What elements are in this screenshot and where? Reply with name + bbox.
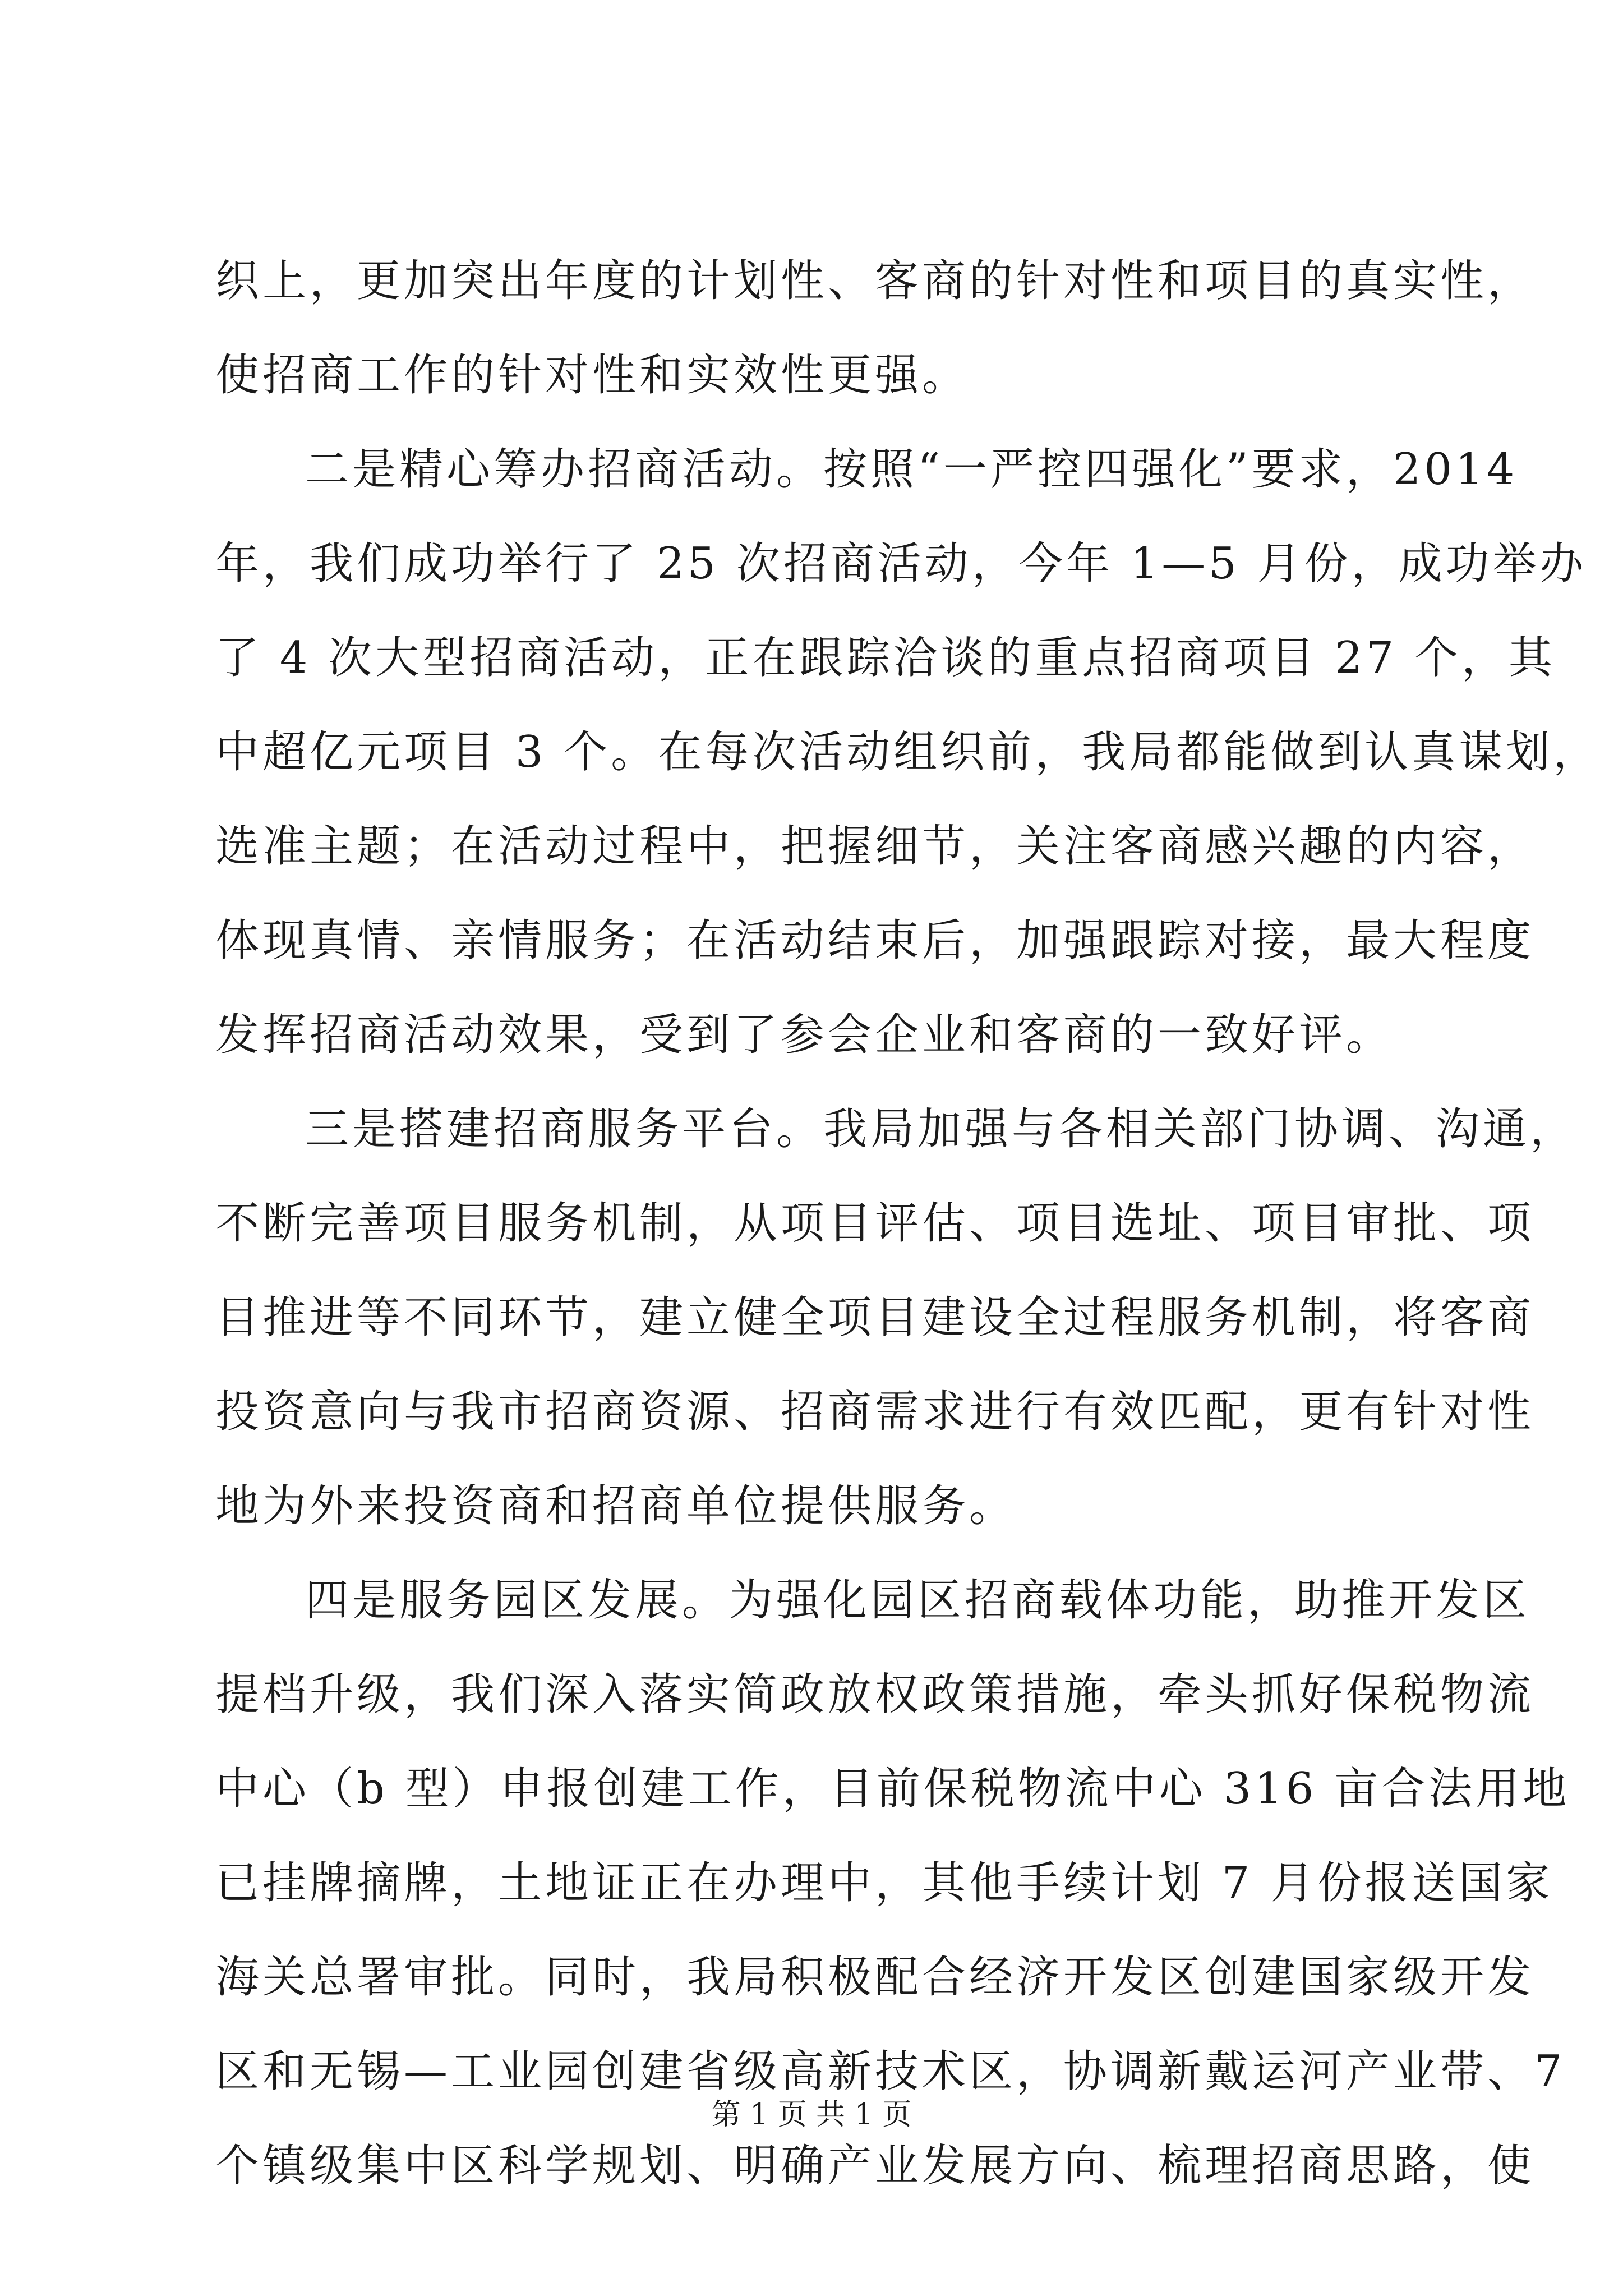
- text-line: 使招商工作的针对性和实效性更强。: [215, 350, 970, 401]
- text-line: 中心（b 型）申报创建工作，目前保税物流中心 316 亩合法用地: [215, 1764, 1570, 1814]
- text-line: 选准主题；在活动过程中，把握细节，关注客商感兴趣的内容，: [215, 821, 1535, 872]
- text-line: 提档升级，我们深入落实简政放权政策措施，牵头抓好保税物流: [215, 1669, 1535, 1720]
- paragraph-start-line: 二是精心筹办招商活动。按照“一严控四强化”要求，2014: [305, 444, 1518, 495]
- text-line: 海关总署审批。同时，我局积极配合经济开发区创建国家级开发: [215, 1952, 1535, 2003]
- text-line: 年，我们成功举行了 25 次招商活动，今年 1—5 月份，成功举办: [215, 539, 1587, 589]
- text-line: 地为外来投资商和招商单位提供服务。: [215, 1481, 1017, 1531]
- text-line: 体现真情、亲情服务；在活动结束后，加强跟踪对接，最大程度: [215, 915, 1535, 966]
- text-line: 了 4 次大型招商活动，正在跟踪洽谈的重点招商项目 27 个，其: [215, 633, 1556, 683]
- text-line: 目推进等不同环节，建立健全项目建设全过程服务机制，将客商: [215, 1292, 1535, 1343]
- text-line: 发挥招商活动效果，受到了参会企业和客商的一致好评。: [215, 1010, 1394, 1060]
- text-line: 织上，更加突出年度的计划性、客商的针对性和项目的真实性，: [215, 256, 1535, 306]
- text-line: 投资意向与我市招商资源、招商需求进行有效匹配，更有针对性: [215, 1387, 1535, 1437]
- text-line: 区和无锡—工业园创建省级高新技术区，协调新戴运河产业带、7: [215, 2046, 1566, 2097]
- text-line: 个镇级集中区科学规划、明确产业发展方向、梳理招商思路，使: [215, 2141, 1535, 2191]
- page-number-footer: 第 1 页 共 1 页: [711, 2098, 912, 2132]
- paragraph-start-line: 三是搭建招商服务平台。我局加强与各相关部门协调、沟通，: [305, 1104, 1578, 1154]
- text-line: 中超亿元项目 3 个。在每次活动组织前，我局都能做到认真谋划，: [215, 727, 1601, 777]
- text-line: 已挂牌摘牌，土地证正在办理中，其他手续计划 7 月份报送国家: [215, 1858, 1553, 1908]
- paragraph-start-line: 四是服务园区发展。为强化园区招商载体功能，助推开发区: [305, 1575, 1530, 1626]
- text-line: 不断完善项目服务机制，从项目评估、项目选址、项目审批、项: [215, 1198, 1535, 1249]
